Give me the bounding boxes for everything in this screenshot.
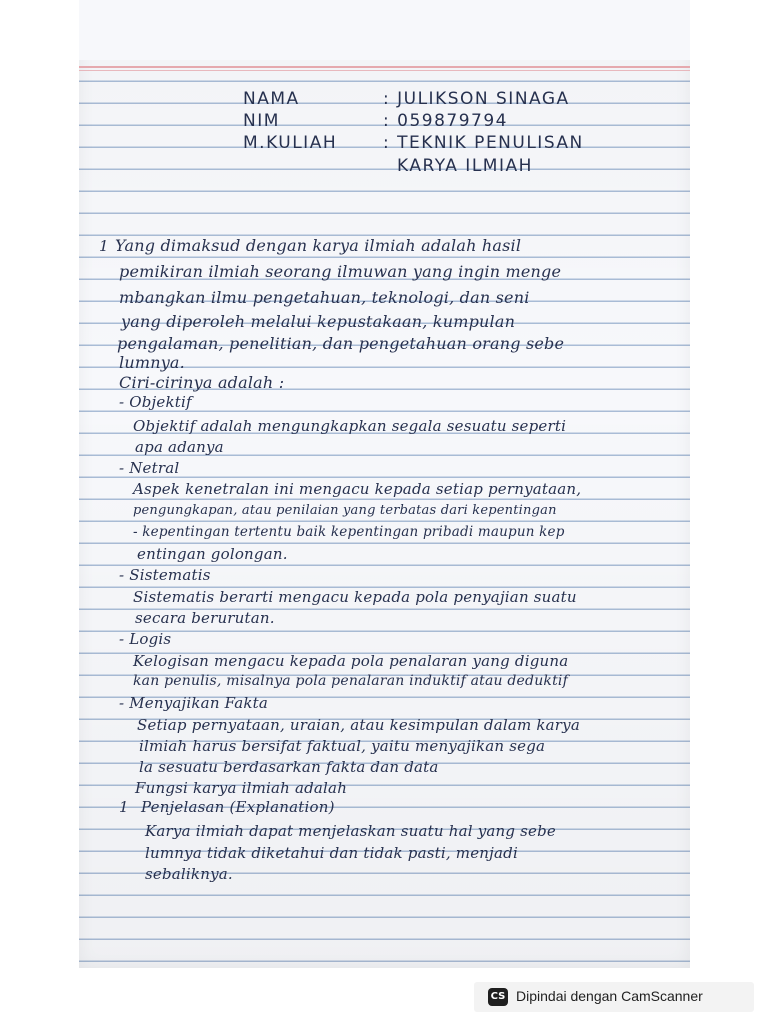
item-number-2: 1	[119, 798, 129, 816]
body-line: pengungkapan, atau penilaian yang terbatas dari kepentingan	[133, 503, 557, 518]
body-line: Objektif adalah mengungkapkan segala sesuatu seperti	[133, 417, 567, 435]
header-nama-value: : JULIKSON SINAGA	[383, 89, 570, 109]
body-line: secara berurutan.	[135, 609, 275, 627]
body-line: - Sistematis	[119, 566, 211, 584]
header-nama-label: NAMA	[243, 89, 300, 109]
body-line: - Menyajikan Fakta	[119, 694, 269, 712]
header-nim-value: : 059879794	[383, 111, 508, 131]
body-line: entingan golongan.	[137, 545, 288, 563]
margin-line	[79, 66, 690, 68]
body-line: yang diperoleh melalui kepustakaan, kumpulan	[121, 312, 516, 331]
camscanner-logo-icon: CS	[488, 988, 508, 1006]
body-line: Sistematis berarti mengacu kepada pola penyajian suatu	[133, 588, 577, 606]
body-line: Kelogisan mengacu kepada pola penalaran yang diguna	[133, 652, 569, 670]
body-line: lumnya.	[119, 353, 185, 372]
header-mk-label: M.KULIAH	[243, 133, 338, 153]
body-line: Ciri-cirinya adalah :	[119, 373, 285, 392]
page-top-margin	[79, 0, 690, 60]
body-line: Yang dimaksud dengan karya ilmiah adalah hasil	[115, 236, 522, 255]
body-line: pengalaman, penelitian, dan pengetahuan orang sebe	[117, 334, 565, 353]
body-line: - kepentingan tertentu baik kepentingan pribadi maupun kep	[133, 524, 565, 540]
camscanner-watermark-text: Dipindai dengan CamScanner	[516, 988, 703, 1004]
body-line: sebaliknya.	[145, 865, 233, 883]
body-line: Aspek kenetralan ini mengacu kepada setiap pernyataan,	[133, 480, 582, 498]
body-line: lumnya tidak diketahui dan tidak pasti, menjadi	[145, 844, 518, 862]
body-line: apa adanya	[135, 438, 224, 456]
item-number-1: 1	[99, 237, 109, 255]
body-line: - Objektif	[119, 393, 192, 411]
body-line: mbangkan ilmu pengetahuan, teknologi, dan seni	[119, 288, 530, 307]
body-line: - Netral	[119, 459, 180, 477]
body-line: la sesuatu berdasarkan fakta dan data	[139, 758, 439, 776]
camscanner-watermark	[474, 982, 754, 1012]
body-line: kan penulis, misalnya pola penalaran induktif atau deduktif	[133, 673, 568, 689]
header-mk-value-2: KARYA ILMIAH	[397, 156, 533, 176]
margin-line-secondary	[79, 70, 690, 71]
body-line: pemikiran ilmiah seorang ilmuwan yang ingin menge	[119, 262, 562, 281]
body-line: Karya ilmiah dapat menjelaskan suatu hal yang sebe	[145, 822, 556, 840]
notebook-page	[79, 0, 690, 968]
body-line: - Logis	[119, 630, 172, 648]
body-line: Penjelasan (Explanation)	[141, 798, 335, 816]
body-line: Setiap pernyataan, uraian, atau kesimpulan dalam karya	[137, 716, 580, 734]
header-mk-value-1: : TEKNIK PENULISAN	[383, 133, 584, 153]
header-nim-label: NIM	[243, 111, 280, 131]
body-line: Fungsi karya ilmiah adalah	[135, 779, 348, 797]
body-line: ilmiah harus bersifat faktual, yaitu menyajikan sega	[139, 737, 546, 755]
